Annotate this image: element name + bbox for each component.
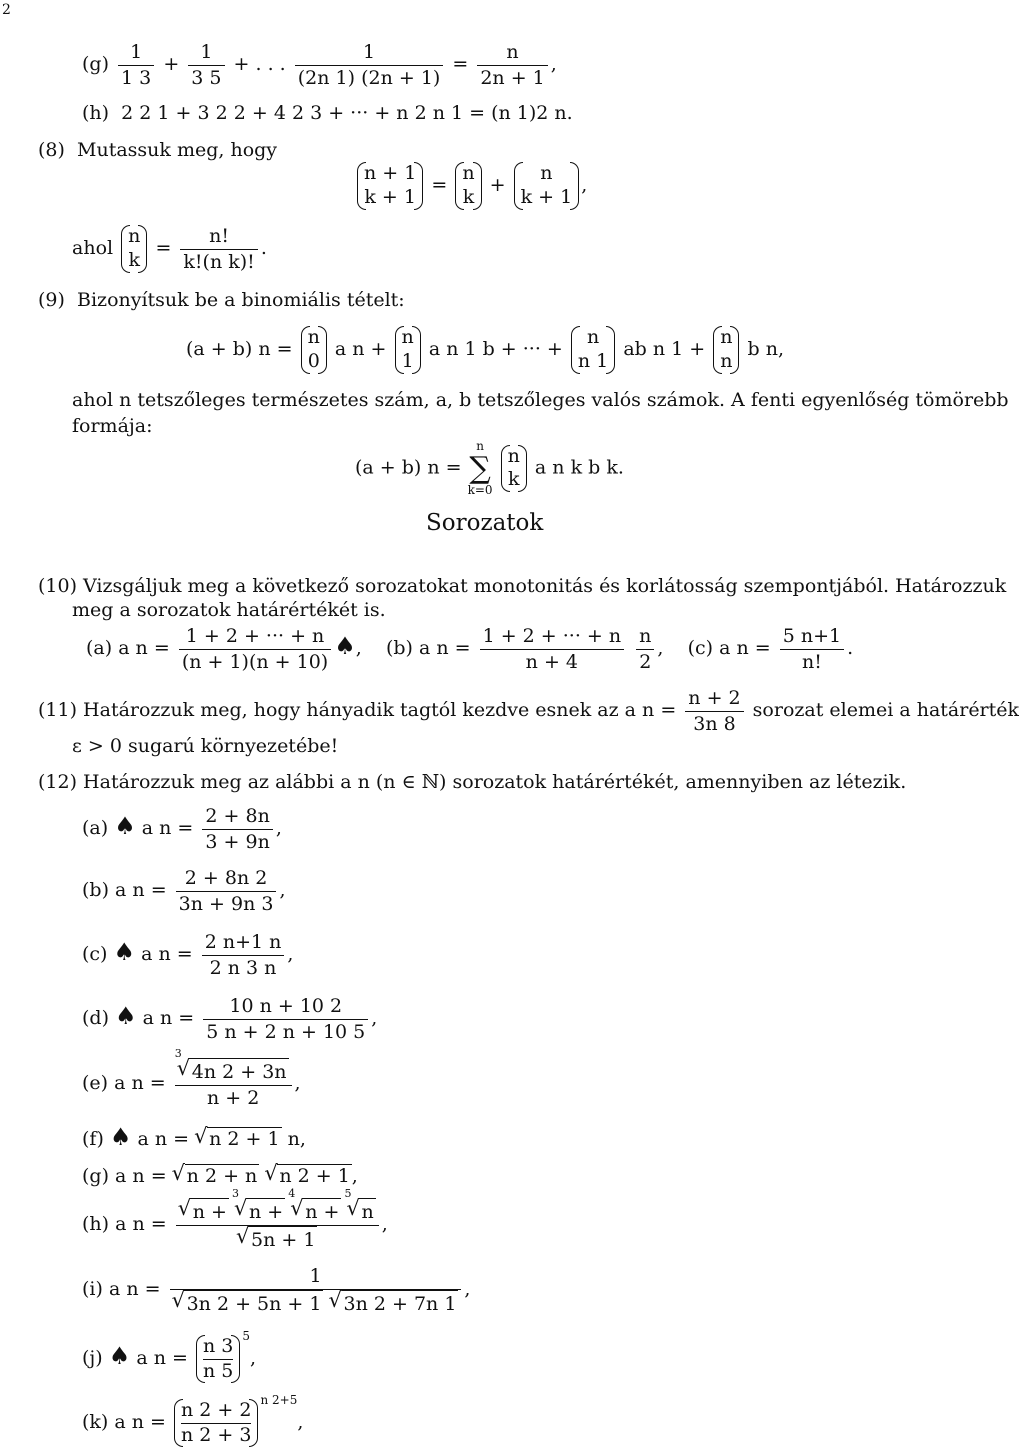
binomial: n k bbox=[501, 445, 527, 493]
problem-10-formulas: (a) a n = $\frac{1 + 2 + \cdot\cdot\cdot + n}{(n + 1)(n + 10)}$ ♠, (b) a n = $\frac{1 + 2 + \cdot\cdot\cdot + n}{n + 4}$ $\frac{n}{2}$ , (c) a n = $\frac{5 n+1}{n!}$ . bbox=[86, 625, 854, 673]
item-b: (b) a n = $\frac{2 + 8n 2}{3n + 9n 3}$ , bbox=[82, 867, 286, 915]
parenthesized-fraction: $\frac{n 2 + 2}{n 2 + 3}$ bbox=[174, 1399, 258, 1448]
fraction: $\frac{2 + 8n}{3 + 9n}$ bbox=[202, 804, 272, 854]
spade-icon: ♠ bbox=[113, 938, 136, 967]
item-c: (c) ♠ a n = $\frac{2 n+1 n}{2 n 3 n}$ , bbox=[82, 931, 294, 979]
problem-10-line2: meg a sorozatok határértékét is. bbox=[72, 599, 386, 621]
problem-8: (8) Mutassuk meg, hogy bbox=[38, 139, 278, 161]
fraction: $\frac{1}{1 3}$ bbox=[118, 40, 154, 90]
binomial-theorem: (a + b) n = n 0 a n + n 1 a n 1 b + ··· + n n 1 ab n 1 + n n b n, bbox=[186, 326, 784, 372]
item-f: (f) ♠ a n = √ n 2 + 1 n, bbox=[82, 1124, 306, 1152]
ahol-definition: ahol n k = $\frac{n!}{\text{k!(n k)!}}$ . bbox=[72, 225, 267, 273]
item-e: (e) a n = √ 3 4n 2 + 3n n + 2 , bbox=[82, 1058, 301, 1110]
root: √ n 2 + 1 bbox=[277, 1164, 351, 1188]
root: √ 3n 2 + 7n 1 bbox=[342, 1290, 459, 1317]
fraction: $\frac{10 n + 10 2}{5 n + 2 n + 10 5}$ bbox=[203, 994, 368, 1044]
p9-text-1: ahol n tetszőleges természetes szám, a, b tetszőleges valós számok. A fenti egyenlőség tömörebb bbox=[72, 389, 1009, 411]
fraction: $\frac{n}{2n + 1}$ bbox=[477, 40, 547, 90]
item-d: (d) ♠ a n = $\frac{10 n + 10 2}{5 n + 2 n + 10 5}$ , bbox=[82, 995, 378, 1043]
fraction: $\frac{n}{2}$ bbox=[636, 624, 654, 674]
binomial: n + 1 k + 1 bbox=[357, 162, 423, 210]
binomial: n k + 1 bbox=[514, 162, 580, 210]
root: √ 5 n bbox=[359, 1198, 375, 1225]
fraction: $\frac{2 + 8n 2}{3n + 9n 3}$ bbox=[176, 866, 277, 916]
item-g: (g) a n = √ n 2 + n √ n 2 + 1 , bbox=[82, 1164, 358, 1188]
problem-9: (9) Bizonyítsuk be a binomiális tételt: bbox=[38, 289, 405, 311]
root: √ n 2 + n bbox=[185, 1164, 260, 1188]
problem-10-line1: (10) Vizsgáljuk meg a következő sorozatokat monotonitás és korlátosság szempontjából. Határozzuk bbox=[38, 575, 1007, 597]
root: √ 5n + 1 bbox=[249, 1226, 317, 1253]
fraction: $\frac{1 + 2 + \cdot\cdot\cdot + n}{n + 4}$ bbox=[480, 624, 625, 674]
fraction: $\frac{n + 2}{3n 8}$ bbox=[685, 686, 743, 736]
binomial: n k bbox=[455, 162, 481, 210]
fraction: $\frac{2 n+1 n}{2 n 3 n}$ bbox=[202, 930, 285, 980]
fraction: √ 3 4n 2 + 3n n + 2 bbox=[175, 1058, 292, 1110]
spade-icon: ♠ bbox=[114, 812, 136, 841]
root: √ 3 n + bbox=[247, 1198, 285, 1225]
problem-8-equation: n + 1 k + 1 = n k + n k + 1 , bbox=[355, 162, 587, 210]
binomial: n n bbox=[713, 326, 739, 374]
root: √ 3 4n 2 + 3n bbox=[190, 1058, 289, 1085]
item-j: (j) ♠ a n = $\frac{n 3}{n 5}$ $^5$, bbox=[82, 1329, 257, 1382]
section-heading: Sorozatok bbox=[426, 510, 544, 536]
parenthesized-fraction: $\frac{n 3}{n 5}$ bbox=[196, 1335, 240, 1384]
spade-icon: ♠ bbox=[108, 1342, 131, 1370]
binomial: n k bbox=[121, 225, 147, 273]
fraction: $\frac{n!}{\text{k!(n k)!}}$ bbox=[180, 224, 257, 274]
fraction: $\frac{5 n+1}{n!}$ bbox=[780, 624, 844, 674]
binomial: n 0 bbox=[301, 326, 327, 374]
line-g: (g) $\frac{1}{1 3}$ + $\frac{1}{3 5}$ + . . . $\frac{1}{(2n 1) (2n + 1)}$ = $\frac{n}{2n + 1}$ , bbox=[82, 41, 557, 89]
fraction: $\frac{1}{(2n 1) (2n + 1)}$ bbox=[295, 40, 444, 90]
p9-text-2: formája: bbox=[72, 415, 153, 437]
label: (g) bbox=[82, 53, 109, 76]
spade-icon: ♠ bbox=[115, 1002, 137, 1031]
root: √ 4 n + bbox=[303, 1198, 341, 1225]
root: √ n 2 + 1 bbox=[207, 1127, 281, 1151]
line-h: (h) 2 2 1 + 3 2 2 + 4 2 3 + ··· + n 2 n 1 = (n 1)2 n. bbox=[82, 102, 573, 124]
fraction: $\frac{1 + 2 + \cdot\cdot\cdot + n}{(n + 1)(n + 10)}$ bbox=[179, 624, 331, 674]
page-number: 2 bbox=[2, 2, 11, 18]
root: √ n + bbox=[191, 1198, 229, 1225]
binomial: n n 1 bbox=[571, 326, 615, 374]
fraction bbox=[176, 1187, 379, 1252]
item-h: (h) a n = √ n + √ 3 n + √ 4 n + √ 5 n √ 5n + 1 , bbox=[82, 1198, 388, 1252]
binomial: n 1 bbox=[395, 326, 421, 374]
spade-icon: ♠ bbox=[109, 1123, 132, 1151]
fraction: $\frac{1}{3 5}$ bbox=[188, 40, 224, 90]
problem-12: (12) Határozzuk meg az alábbi a n (n ∈ ℕ) sorozatok határértékét, amennyiben az létezik. bbox=[38, 771, 907, 793]
root: √ 3n 2 + 5n + 1 bbox=[185, 1290, 324, 1317]
item-a: (a) ♠ a n = $\frac{2 + 8n}{3 + 9n}$ , bbox=[82, 805, 282, 853]
item-k: (k) a n = $\frac{n 2 + 2}{n 2 + 3}$ $^{n 2+5}$, bbox=[82, 1393, 304, 1446]
fraction: 1 √ 3n 2 + 5n + 1 √ 3n 2 + 7n 1 bbox=[170, 1264, 462, 1316]
problem-11: (11) Határozzuk meg, hogy hányadik tagtól kezdve esnek az a n = $\frac{n + 2}{3n 8}$ sorozat elemei a határérték bbox=[38, 687, 1019, 735]
sum-equation: (a + b) n = n ∑ k=0 n k a n k b k. bbox=[355, 439, 624, 498]
spade-icon: ♠ bbox=[334, 632, 356, 661]
item-i: (i) a n = 1 √ 3n 2 + 5n + 1 √ 3n 2 + 7n 1 , bbox=[82, 1264, 470, 1316]
problem-11-line2: ε > 0 sugarú környezetébe! bbox=[72, 735, 339, 757]
